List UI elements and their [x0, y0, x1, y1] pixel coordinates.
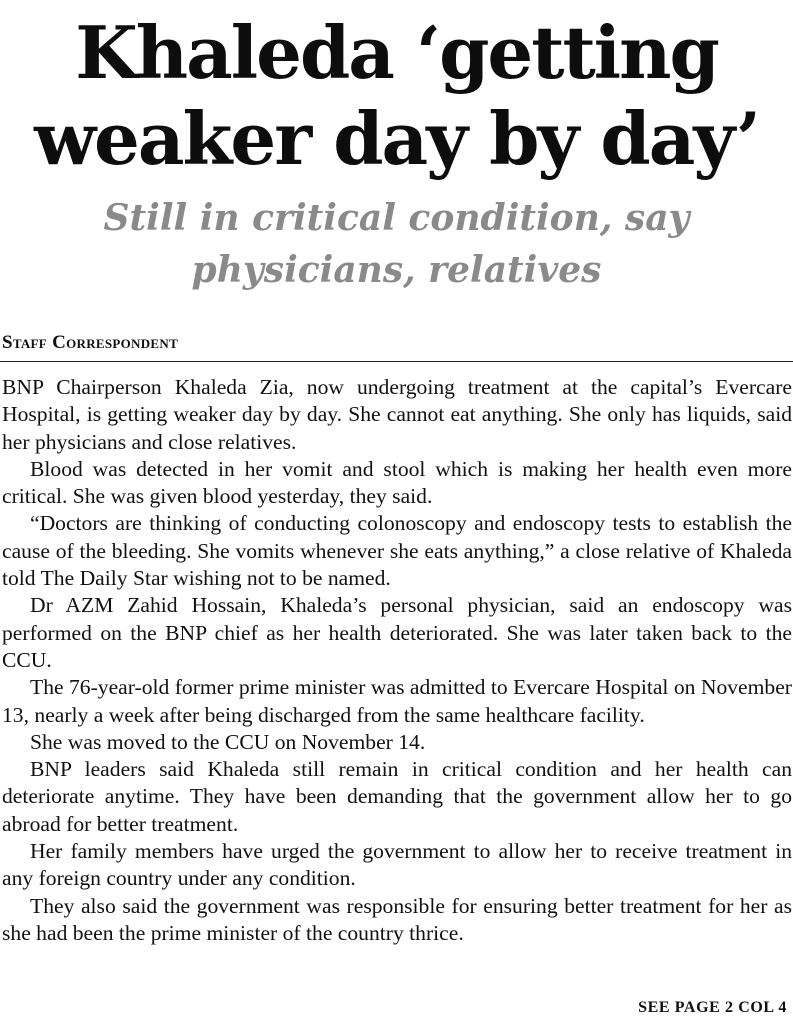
article-paragraph: They also said the government was responsible for ensuring better treatment for her as she had been the prime minister of the country thrice.: [2, 893, 792, 945]
subheadline-line-2: physicians, relatives: [191, 249, 602, 291]
headline-line-1: Khaleda ‘getting: [75, 10, 718, 95]
article-paragraph: The 76-year-old former prime minister was admitted to Evercare Hospital on November 13, nearly a week after being discharged from the same healthcare facility.: [2, 675, 792, 727]
article-body: [2, 374, 792, 947]
article-paragraph: BNP Chairperson Khaleda Zia, now undergoing treatment at the capital’s Evercare Hospital, is getting weaker day by day. She cannot eat anything. She only has liquids, said her physicians and close relatives.: [2, 375, 792, 454]
headline-line-2: weaker day by day’: [34, 96, 759, 181]
article-paragraph: She was moved to the CCU on November 14.: [30, 729, 426, 754]
byline: Staff Correspondent: [2, 332, 179, 353]
continued-on-page-note: SEE PAGE 2 COL 4: [638, 999, 787, 1016]
headline: [0, 0, 793, 182]
article-paragraph: BNP leaders said Khaleda still remain in critical condition and her health can deteriorate anytime. They have been demanding that the government allow her to go abroad for better treatment.: [2, 757, 792, 836]
subheadline-line-1: Still in critical condition, say: [103, 197, 690, 239]
article-paragraph: Her family members have urged the government to allow her to receive treatment in any foreign country under any condition.: [2, 839, 792, 891]
article-paragraph: Dr AZM Zahid Hossain, Khaleda’s personal physician, said an endoscopy was performed on the BNP chief as her health deteriorated. She was later taken back to the CCU.: [2, 593, 792, 672]
article-paragraph: Blood was detected in her vomit and stool which is making her health even more critical. She was given blood yesterday, they said.: [2, 456, 792, 509]
byline-divider: [0, 361, 793, 362]
article-paragraph: “Doctors are thinking of conducting colonoscopy and endoscopy tests to establish the cause of the bleeding. She vomits whenever she eats anything,” a close relative of Khaleda told The Daily Star wishing not to be named.: [2, 511, 792, 591]
subheadline: [0, 192, 793, 296]
